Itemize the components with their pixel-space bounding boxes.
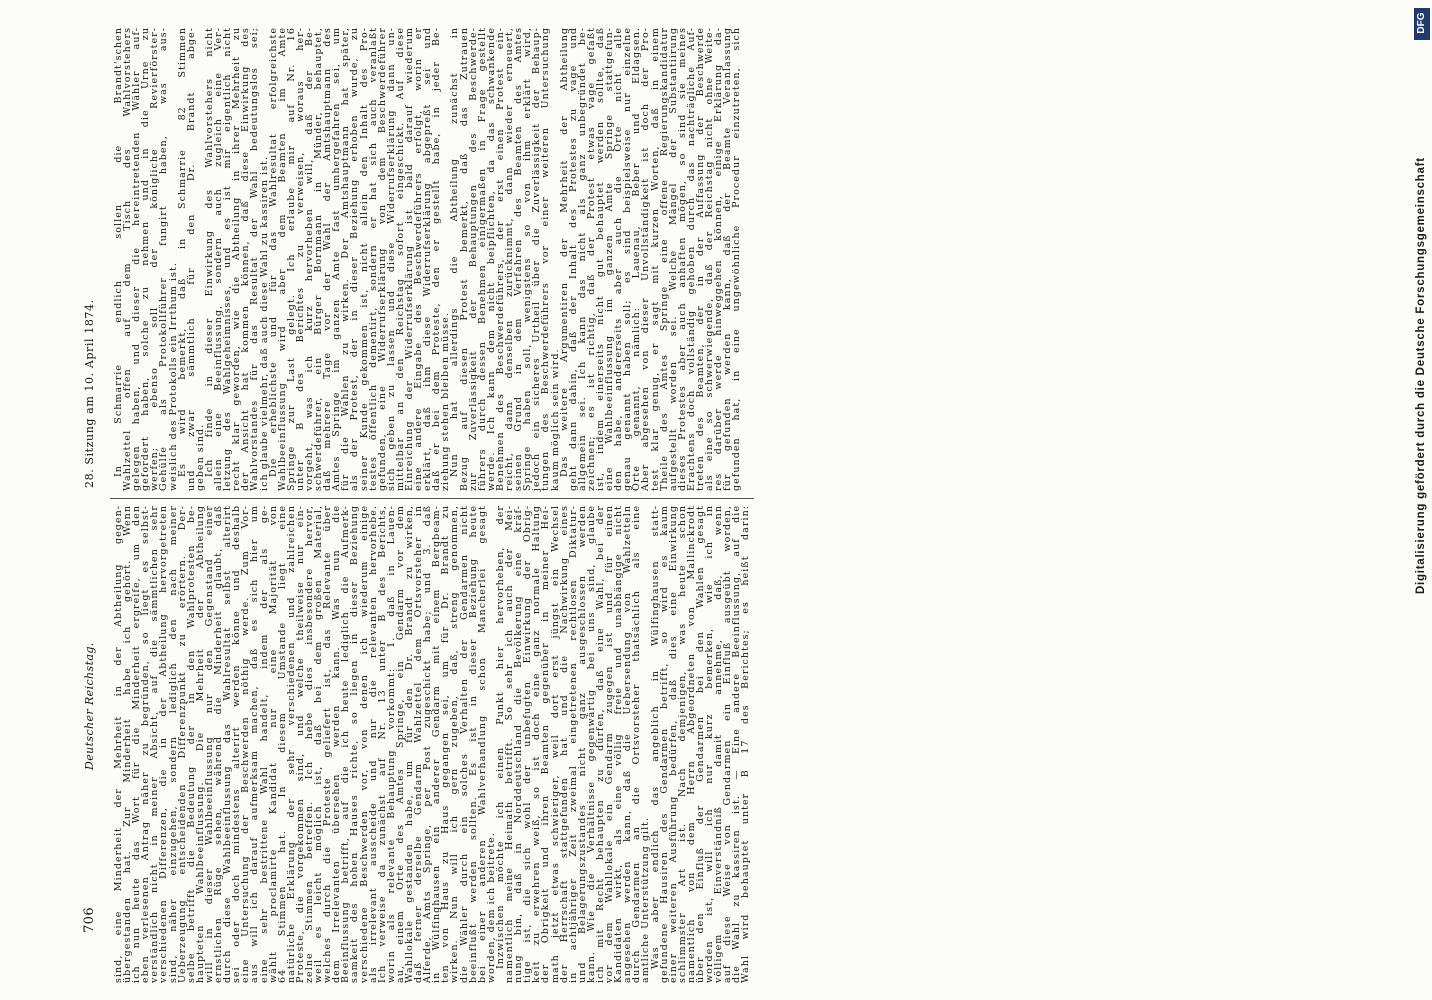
page-content: [78, 25, 768, 985]
paragraph: [560, 27, 742, 491]
text-line: für die Wahlen zu wirken. Der Amtshauptmann hat später,: [340, 27, 352, 491]
text-line: Theile des Amtes Springe eine offene Regierungskandidatur: [658, 27, 670, 491]
text-line: Ich verweise da zunächst auf Nr. 13 unter B des Berichts,: [376, 505, 388, 983]
text-line: testes öffentlich dementirt, sondern er hat sich auch veranlaßt: [367, 27, 379, 491]
text-line: will in dieser Wahlbeeinflussung nur den Gegenstand einer: [203, 505, 215, 983]
text-line: jedoch ein sicheres Urtheil über die Zuverlässigkeit der Behaup-: [531, 27, 543, 491]
text-line: beeinflußt werden sollten. Es ist in dieser Beziehung heute: [467, 505, 479, 983]
dfg-logo-text: DFG: [1416, 12, 1427, 34]
text-line: auf diese Weise von Gendarmen ein Einfluß ausgeübt worden,: [722, 505, 734, 983]
text-line: Wahlzettel offen auf dem Tisch des Wahlvorstehers: [122, 27, 134, 491]
text-line: Springe zur Last gelegt. Ich erlaube mir auf Nr. 16: [285, 27, 297, 491]
text-line: und zwar sämmtlich für den Dr. Brandt abge-: [185, 27, 197, 491]
text-line: als eine so schwerwiegende, daß der Reichstag nicht ohne Weite-: [704, 27, 716, 491]
text-line: sind, näher einzugehen, sondern lediglich den nach meiner: [167, 505, 179, 983]
text-line: verschiedenen Differenzen, die in der Abtheilung hervorgetreten: [158, 505, 170, 983]
text-line: Ich finde in dieser Einwirkung des Wahlvorstehers nicht: [203, 27, 215, 477]
text-line: recht klar geworden, wie die Abtheilung in ihrer Mehrheit zu: [231, 27, 243, 491]
text-line: schlimmster Art ist. Nach demjenigen, was heute schon: [676, 505, 688, 983]
text-line: Kandidaten wirkt, als eine völlig freie und unabhängige nicht: [613, 505, 625, 983]
text-line: eine sehr bestrittene Wahl handelt, indem der als ge-: [258, 505, 270, 983]
text-line: verschiedene Beschwerden vor, von denen ich wiederum einige: [358, 505, 370, 983]
text-line: haupteten Wahlbeeinflussung. Die Mehrheit der Abtheilung: [194, 505, 206, 983]
text-line: daß er bei dem Proteste, den er gestellt habe, in jeder Be-: [431, 27, 443, 491]
text-line: werfen; ebenso soll der königliche Revierförster-: [149, 27, 161, 491]
text-line: ist, indem einerseits nicht gut behauptet werden sollte, daß: [594, 27, 606, 491]
text-line: ich nun heute das Wort für die Minderheit ergreife, um den: [131, 505, 143, 983]
text-line: völligem Einverständniß damit annehme, daß, wenn: [713, 505, 725, 983]
text-line: Proteste, die vorgekommen sind, und welche theilweise nur ein-: [294, 505, 306, 983]
text-line: zur Zuverlässigkeit der Behauptungen des Beschwerde-: [467, 27, 479, 491]
dfg-funding-note: Digitalisierung gefördert durch die Deutsche Forschungsgemeinschaft: [1415, 157, 1427, 594]
text-line: zelne Stimmen betreffen. Ich hebe dies insbesondere hervor,: [303, 505, 315, 983]
text-line: Aber abgesehen von dieser Unvollständigkeit ist doch der Pro-: [640, 27, 652, 491]
text-line: daß ferner derselbe Gendarm Wahlzettel dem Ortsvorsteher in: [413, 505, 425, 983]
text-line: au, einem Orte des Amtes Springe, ein Gendarm vor dem: [394, 505, 406, 983]
text-line: worden, dem ich beitrete.: [485, 832, 497, 983]
text-line: Wahl wird behauptet unter B 17 des Berichtes; es heißt darin:: [740, 505, 752, 983]
text-line: gefunden, eine Widerrufserklärung von dem Beschwerdeführer: [376, 27, 388, 491]
text-line: angesehen werden kann, daß die Uebersendung von Wahlzetteln: [622, 505, 634, 983]
text-line: geht dann dahin, daß der Inhalt des Protestes zu vage und: [567, 27, 579, 491]
text-line: werde. Ich kann dem nicht beipflichten, da das schwankende: [485, 27, 497, 491]
text-line: den habe, andererseits aber auch die Orte nicht alle: [613, 27, 625, 491]
text-line: welches durch die Proteste geliefert ist, das Relevante über: [322, 505, 334, 983]
text-line: in Wülfinghausen ein anderer Gendarm mit einem Bergbeam-: [431, 505, 443, 983]
text-line: seiner Kunde gekommen ist, nicht allein den Inhalt des Pro-: [358, 27, 370, 491]
text-line: math jetzt etwas schwieriger, weil dort erst jüngst ein Wechsel: [549, 505, 561, 983]
text-line: Bezug auf diesen Protest bemerkt, daß das Zutrauen: [458, 27, 470, 491]
text-line: aus will ich darauf aufmerksam machen, daß es sich hier um: [249, 505, 261, 983]
text-line: die Wahl zu kassiren ist. — Eine andere Beeinflussung, auf die: [731, 505, 743, 983]
text-line: treten des Beamten, der in der Auffassung der Beschwerde: [695, 27, 706, 491]
text-line: sich geben zu lassen und diese Widerrufserklärung dann un-: [385, 27, 397, 491]
text-line: erklärt, daß ihm diese Widerrufserklärung abgepreßt sei und: [422, 27, 434, 491]
text-line: sind, eine Minderheit der Mehrheit in der Abtheilung gegen-: [113, 505, 124, 983]
paragraph: [496, 505, 651, 983]
text-line: Nun hat allerdings die Abtheilung zunächst in: [449, 27, 461, 477]
text-line: keit zu erwehren weiß, so ist doch eine ganz normale Haltung: [531, 505, 543, 983]
text-line: test klar genug, er sagt mit kurzen Worten, daß in einem: [649, 27, 661, 491]
dfg-logo-icon: [1414, 8, 1430, 40]
text-line: amtliche Unterstützung gilt.: [640, 816, 652, 983]
text-line: mittelbar an den Reichstag sofort eingeschickt. Auf diese: [394, 27, 406, 491]
text-line: der Obrigkeit und ihren Beamten gegenüber in meiner Hei-: [540, 505, 552, 983]
text-line: weislich des Protokolls ein Irrthum ist.: [167, 262, 179, 491]
text-line: letzung des Wahlgeheimnisses, und es ist mir eigentlich nicht: [222, 27, 234, 491]
paragraph: [450, 27, 559, 491]
text-line: tige ist, die sich wohl der unbefugten Einwirkung der Obrig-: [522, 505, 534, 983]
text-line: als der Protest, der in dieser Beziehung erhoben wurde, zu: [349, 27, 361, 491]
paragraph: [178, 27, 205, 491]
text-line: allgemein sei. Ich kann das nicht als ganz unbegründet be-: [576, 27, 588, 491]
text-line: seinen Grund in dem Verfahren des Beamten des Amtes: [513, 27, 525, 491]
text-line: ten von Haus zu Haus gegangen sei, um für Dr. Brandt zu: [440, 505, 452, 983]
text-column-left: [114, 505, 751, 983]
text-line: ziehung stehen bleiben müsse.: [440, 312, 452, 491]
text-line: übergestanden hat. Zur Minderheit habe ich gehört. Wenn: [122, 505, 134, 983]
paragraph: [651, 505, 751, 983]
text-line: eben verlesenen Antrag näher zu begründen, so liegt es selbst-: [140, 505, 152, 983]
text-line: nung bin, daß in Norddeutschland die Bevölkerung eine kräf-: [513, 505, 525, 983]
text-line: kaum möglich sein wird.: [549, 348, 561, 491]
text-line: die Wähler durch ein solches Verhalten der Gendarmen nicht: [458, 505, 470, 983]
text-line: geben sind.: [194, 423, 206, 491]
page-number: 706: [82, 906, 97, 933]
text-line: Erachtens doch vollständig gehoben durch das nachträgliche Auf-: [685, 27, 697, 491]
text-line: über den Einfluß der Gendarmen bei den Wahlen gesagt: [695, 505, 706, 983]
text-line: genau genannt haben soll; es sind beispielsweise nur einzelne: [622, 27, 634, 491]
text-line: Es wird bemerkt, daß in Schmarrie 82 Stimmen: [176, 27, 188, 477]
text-line: natürliche Erklärung der sehr verschiedenen und zahlreichen: [285, 505, 297, 983]
text-line: daß mehrere Tage vor der Wahl der Amtshauptmann des: [322, 27, 334, 491]
text-line: führers durch dessen Benehmen einigermaßen in Frage gestellt: [476, 27, 488, 491]
paragraph: [114, 27, 178, 491]
text-line: namentlich meine Heimath betrifft. So sehr ich auch der Mei-: [504, 505, 516, 983]
text-line: wirken. Nun will ich gern zugeben, daß, streng genommen,: [449, 505, 461, 983]
text-column-right: [114, 27, 741, 491]
text-line: schwerdeführer, ein Bürger Bornmann in Münder, behauptet,: [313, 27, 325, 491]
text-line: als irrelevant ausscheide und nur die relevanten hervorhebe.: [367, 505, 379, 983]
text-line: der Herrschaft stattgefunden hat und die Nachwirkung eines: [558, 505, 570, 983]
text-line: worden ist, will ich nur kurz bemerken, wie ich in: [704, 505, 716, 983]
text-line: weil es leicht möglich ist, daß bei dem großen Material,: [313, 505, 325, 983]
text-line: in achtjähriger Zeit zweimal eingetretenen rechtlosen Diktatur-: [567, 505, 579, 983]
text-line: eine andere Eingabe des Beschwerdeführers erfolgt, worin er: [413, 27, 425, 491]
text-line: Alferde, Amts Springe, per Post zugeschickt habe; und 3. daß: [422, 505, 434, 983]
text-line: Das weitere Argumentiren der Mehrheit der Abtheilung: [558, 27, 570, 477]
text-line: worin als relevante Behauptung vorkommt: 1. daß in Lauen-: [385, 505, 397, 983]
text-line: unter B des Berichtes zu verweisen, woraus her-: [294, 27, 306, 491]
text-line: tungen des Beschwerdeführers vor einer weiteren Untersuchung: [540, 27, 552, 491]
text-line: namentlich von dem Herrn Abgeordneten von Mallinckrodt: [685, 505, 697, 983]
paragraph: [114, 505, 496, 983]
text-line: Orte genannt, nämlich: Lauenau, Beber und Eldagsen.: [631, 27, 643, 491]
text-line: und Belagerungszustandes nicht ganz ausgeschlossen werden: [576, 505, 588, 983]
text-line: Ueberzeugung entscheidenden Differenzpunkt zu erörtern. Der-: [176, 505, 188, 983]
text-line: wählt proclamirte Kandidat nur eine Majorität von: [267, 505, 279, 983]
text-line: der Ansicht hat kommen können, daß diese Einwirkung des: [240, 27, 252, 491]
text-line: Beeinflussung betrifft, auf die ich heute lediglich die Aufmerk-: [340, 505, 352, 983]
text-line: einer weiteren Ausführung bedürfen, daß dies eine Einwirkung: [667, 505, 679, 983]
text-line: eine Wahlbeeinflussung im ganzen Amte Springe stattgefun-: [604, 27, 616, 491]
text-line: Amtes Springe im ganzen Amte fast umhergefahren sei, um: [331, 27, 343, 491]
text-line: Wahlvorstandes für das Resultat der Wahl bedeutungslos sei;: [249, 27, 261, 491]
text-line: selbe betrifft die Bedeutung der in den Wahlprotesten be-: [185, 505, 197, 983]
text-line: 64 Stimmen hat. In diesem Umstande liegt eine: [276, 505, 288, 983]
text-line: durch diese Wahlbeeinflussung das Wahlresultat selbst alterirt: [222, 505, 234, 983]
text-line: ernstlichen Rüge sehen, während die Minderheit glaubt, daß: [213, 505, 225, 983]
text-line: eine Untersuchung der Beschwerden nöthig werde. Zum Vor-: [240, 505, 252, 983]
text-line: Was aber endlich das angeblich in Wülfinghausen statt-: [649, 505, 661, 969]
text-line: Einreichung der Widerrufserklärung ist bald darauf wiederum: [404, 27, 415, 491]
text-line: dem Irrelevanten übersehen werden kann. Was nun die: [331, 505, 343, 983]
paragraph: [205, 27, 269, 491]
text-line: Gehülfe als Protokollführer fungirt haben, was aus-: [158, 27, 170, 491]
text-line: verständlich nicht in meiner Absicht, auf die sämmtlichen sehr: [149, 505, 161, 983]
text-line: durch Gendarmen an die Ortsvorsteher thatsächlich als eine: [631, 505, 643, 983]
text-line: Benehmen des Beschwerdeführers, der erst einen Protest ein-: [494, 27, 506, 491]
text-line: gelegen haben, und dieser die hereintretenden Wähler auf-: [131, 27, 143, 491]
text-line: reicht, dann denselben zurücknimmt, dann wieder erneuert,: [504, 27, 516, 491]
column-rule: [110, 498, 754, 499]
text-line: aufgestellt worden sei. Welche Mängel der Substantiirung: [667, 27, 679, 491]
paragraph: [269, 27, 451, 491]
text-line: vor dem Wahllokale ein Gendarm zugegen ist und für einen: [604, 505, 616, 983]
text-line: dieses Protestes aber auch anhaften mögen, so sind sie meines: [676, 27, 688, 491]
text-line: Wahlbeeinflussung wird aber dem Beamten im Amte: [276, 27, 288, 491]
session-title: 28. Sitzung am 10. April 1874.: [83, 299, 96, 488]
text-line: Inzwischen möchte ich einen Punkt hier hervorheben, der: [494, 505, 506, 969]
text-line: bei einer anderen Wahlverhandlung schon Mancherlei gesagt: [476, 505, 488, 983]
text-line: Die erheblichste und für das Wahlresultat erfolgreichste: [267, 27, 279, 477]
text-line: vorgeht, was ich kurz hervorheben will, daß der Be-: [303, 27, 315, 491]
text-line: gefunden hat, in eine ungewöhnliche Procedur einzutreten, sich: [731, 27, 743, 491]
text-line: gefordert haben, solche zu nehmen und in die Urne zu: [140, 27, 152, 491]
text-line: kann. Wie die Verhältnisse gegenwärtig bei uns sind, glaube: [585, 505, 597, 983]
text-line: Springe haben soll, wenigstens so von ihm erklärt wird,: [522, 27, 534, 491]
text-line: gefundene Hausiren des Gendarmen betrifft, so wird es kaum: [658, 505, 670, 983]
running-title: Deutscher Reichstag.: [83, 642, 96, 770]
text-line: ich mit Recht behaupten zu dürfen, daß eine Wahl, bei der: [594, 505, 606, 983]
text-line: ich glaube vielmehr, daß auch diese Wahl zu kassiren ist.: [258, 155, 270, 491]
text-line: In Schmarrie endlich sollen die Brandt'schen: [113, 27, 124, 477]
text-line: Wahllokale gestanden habe, um für den Dr. Brandt zu wirken,: [404, 505, 415, 983]
text-line: sei oder doch mindestens alterirt werden könne und deshalb: [231, 505, 243, 983]
text-line: für gefunden werden kann, daß der Beamte Veranlassung: [722, 27, 734, 491]
text-line: zeichnen; es ist richtig, daß der Protest etwas vage gefaßt: [585, 27, 597, 491]
text-line: allein eine Beeinflussung, sondern auch zugleich eine Ver-: [213, 27, 225, 491]
text-line: samkeit des hohen Hauses richte, so liegen in dieser Beziehung: [349, 505, 361, 983]
text-line: res darüber werde hinweggehen können, einige Erklärung da-: [713, 27, 725, 491]
